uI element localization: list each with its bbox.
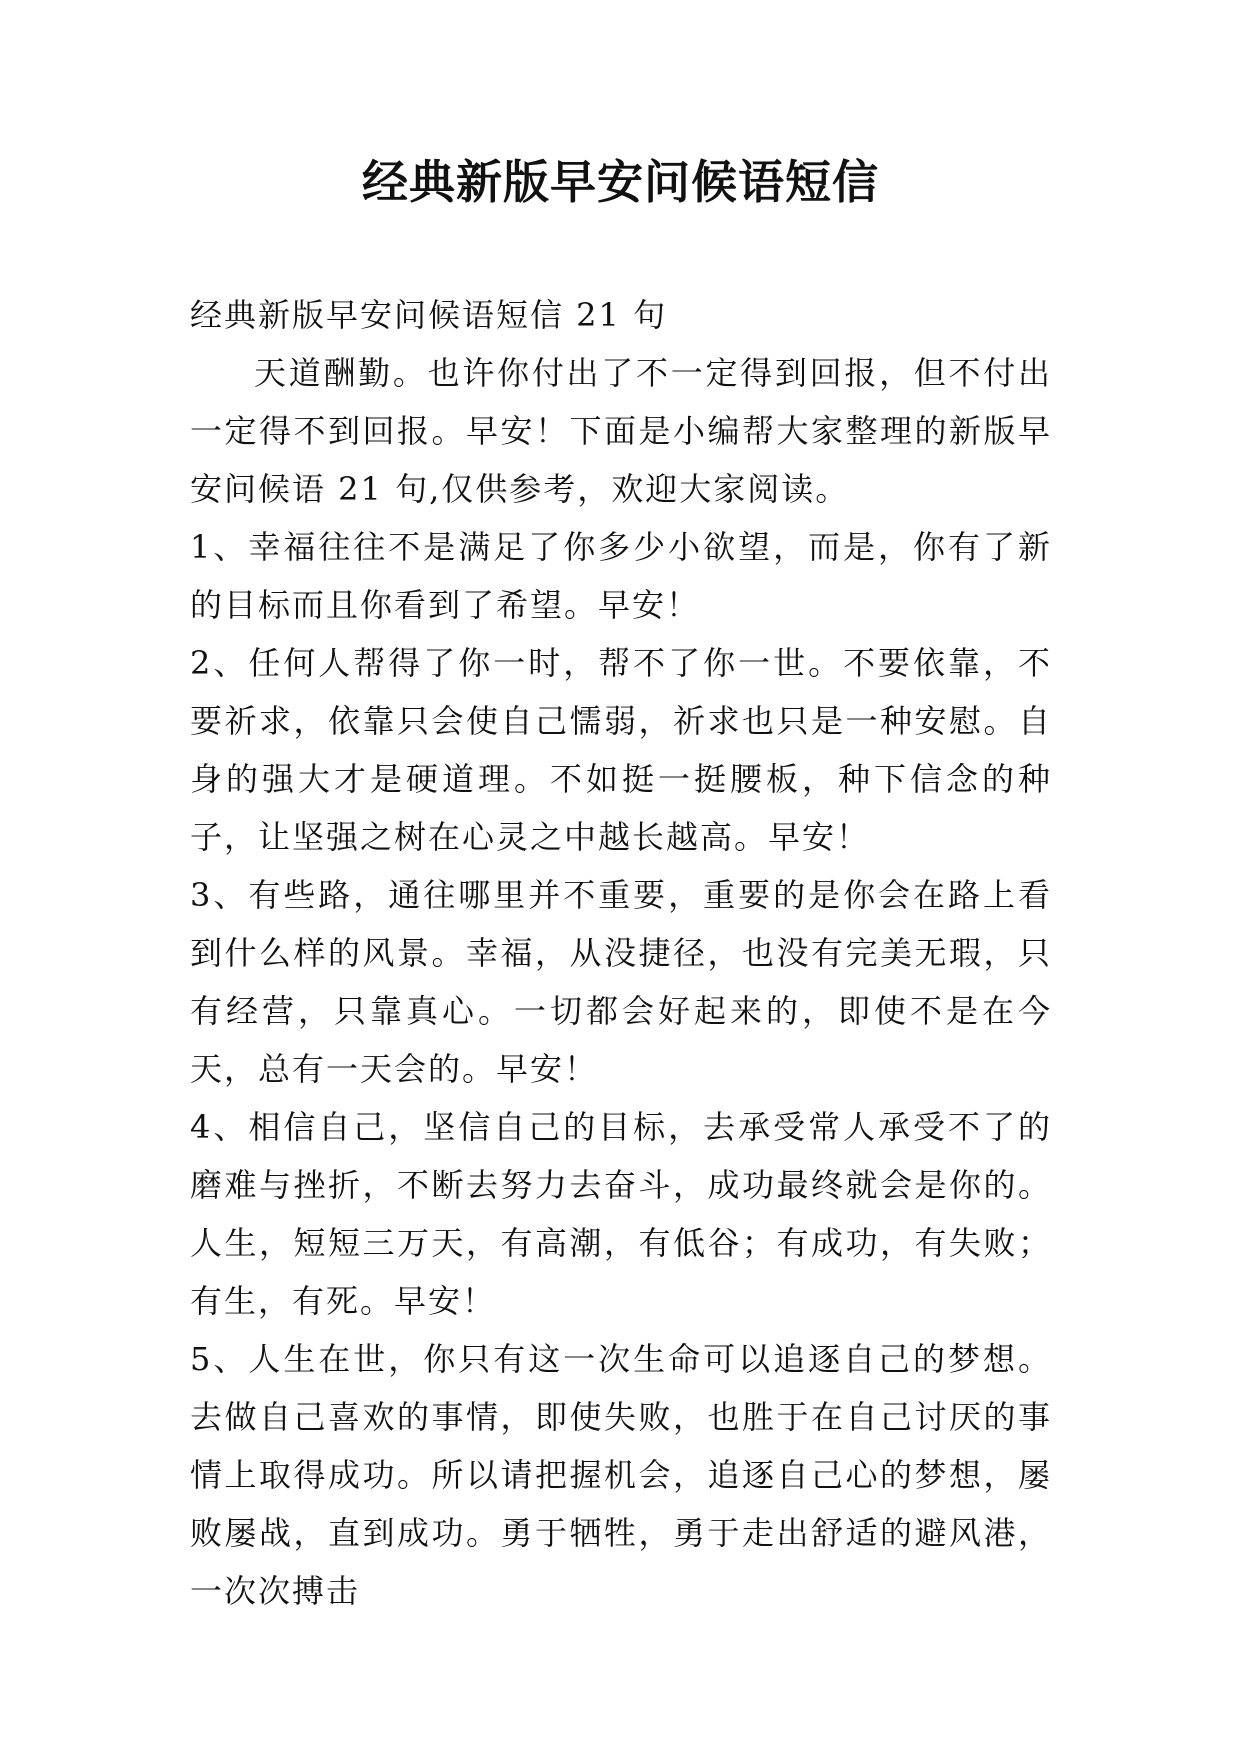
list-item: 1、幸福往往不是满足了你多少小欲望，而是，你有了新的目标而且你看到了希望。早安！: [190, 528, 1052, 624]
intro-paragraph: 天道酬勤。也许你付出了不一定得到回报，但不付出一定得不到回报。早安！下面是小编帮大家整理的新版早安问候语 21 句,仅供参考，欢迎大家阅读。: [190, 354, 1052, 508]
list-item: 5、人生在世，你只有这一次生命可以追逐自己的梦想。去做自己喜欢的事情，即使失败，也胜于在自己讨厌的事情上取得成功。所以请把握机会，追逐自己心的梦想，屡败屡战，直到成功。勇于牺牲，勇于走出舒适的避风港，一次次搏击: [190, 1340, 1052, 1610]
list-item: 4、相信自己，坚信自己的目标，去承受常人承受不了的磨难与挫折，不断去努力去奋斗，成功最终就会是你的。人生，短短三万天，有高潮，有低谷；有成功，有失败；有生，有死。早安！: [190, 1108, 1052, 1320]
document-body: [190, 286, 1052, 1620]
list-item: 3、有些路，通往哪里并不重要，重要的是你会在路上看到什么样的风景。幸福，从没捷径，也没有完美无瑕，只有经营，只靠真心。一切都会好起来的，即使不是在今天，总有一天会的。早安！: [190, 876, 1052, 1088]
document-title: 经典新版早安问候语短信: [362, 155, 879, 209]
list-item: 2、任何人帮得了你一时，帮不了你一世。不要依靠，不要祈求，依靠只会使自己懦弱，祈求也只是一种安慰。自身的强大才是硬道理。不如挺一挺腰板，种下信念的种子，让坚强之树在心灵之中越长越高。早安！: [190, 644, 1052, 856]
document-subtitle: 经典新版早安问候语短信 21 句: [190, 296, 668, 334]
